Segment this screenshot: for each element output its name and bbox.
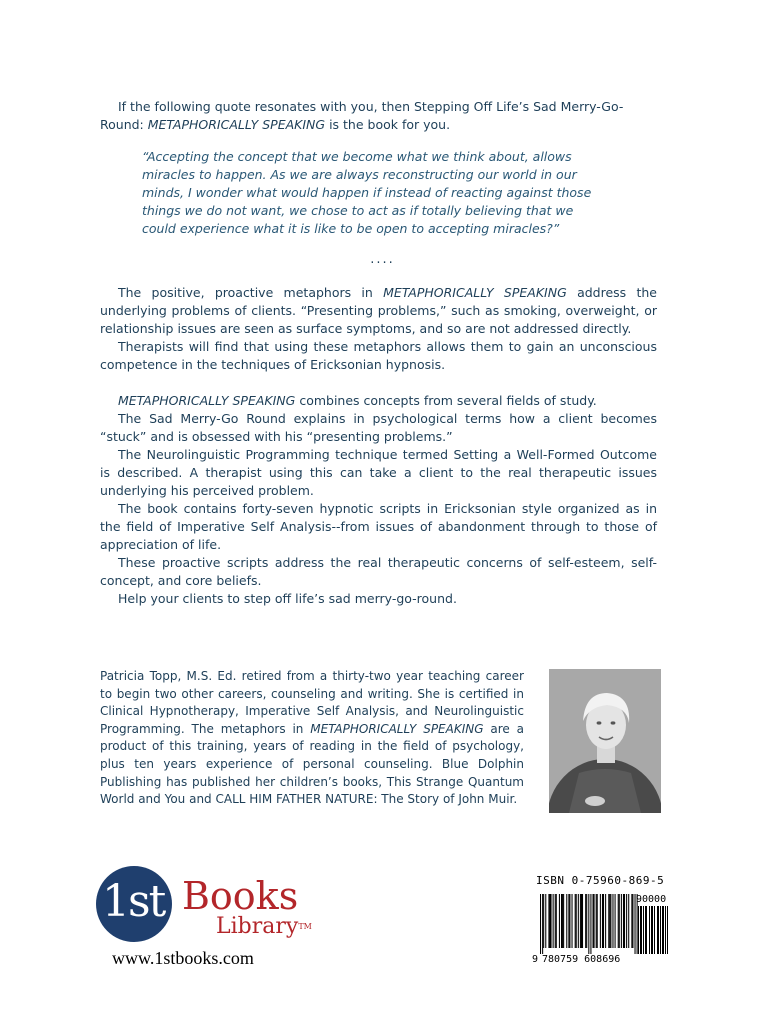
logo-library: [216, 914, 312, 940]
barcode-bar: [581, 894, 582, 948]
p1-text-a: The positive, proactive metaphors in: [118, 285, 384, 300]
p3-text: combines concepts from several fields of study.: [295, 393, 597, 408]
barcode-bar: [590, 894, 591, 954]
barcode-addon-bar: [649, 906, 650, 954]
barcode-bar: [585, 894, 586, 948]
section-separator: ....: [370, 252, 395, 267]
barcode-bar: [548, 894, 549, 948]
barcode-bar: [566, 894, 567, 948]
barcode-bar: [605, 894, 606, 948]
description-paragraph: The Sad Merry-Go Round explains in psychological terms how a client becomes “stuck” and is obsessed with his “presenting problems.”: [100, 411, 657, 444]
barcode-bar: [626, 894, 627, 948]
quote-line: things we do not want, we chose to act as if totally believing that we: [142, 203, 574, 218]
book-description: [100, 284, 657, 608]
barcode-bar: [561, 894, 562, 948]
barcode-bar: [542, 894, 543, 954]
barcode-bar: [563, 894, 564, 948]
p1-book-title: METAPHORICALLY SPEAKING: [383, 285, 567, 300]
description-paragraph: These proactive scripts address the real therapeutic concerns of self-esteem, self-concept, and core beliefs.: [100, 555, 657, 588]
barcode-bar: [631, 894, 632, 948]
description-paragraph: Help your clients to step off life’s sad merry-go-round.: [118, 591, 457, 606]
barcode-bar: [632, 894, 633, 948]
logo-books: Books: [182, 874, 299, 918]
quote-line: “Accepting the concept that we become what we think about, allows: [142, 149, 572, 164]
barcode-lead-digit: 9: [532, 954, 539, 964]
logo-library-text: Library: [216, 914, 299, 939]
barcode-bar: [594, 894, 595, 948]
author-bio-text-b: are a product of this training, years of reading in the field of psychology, plus ten years experience of personal counseling. Blue Dolphin Publishing has published her children’s books, This Strange Quantum World and You and CALL HIM FATHER NATURE: The Story of John Muir.: [100, 721, 524, 807]
barcode-addon-bar: [651, 906, 652, 954]
barcode-bar: [603, 894, 604, 948]
barcode-bar: [559, 894, 560, 948]
p3-book-title: METAPHORICALLY SPEAKING: [118, 393, 296, 408]
description-paragraph: The book contains forty-seven hypnotic scripts in Ericksonian style organized as in the field of Imperative Self Analysis--from issues of abandonment through to those of appreciation of life.: [100, 501, 657, 552]
quote-line: minds, I wonder what would happen if instead of reacting against those: [142, 185, 592, 200]
barcode-bar: [593, 894, 594, 948]
author-bio-text-a: Patricia Topp, M.S. Ed. retired from a thirty-two year teaching career to begin two other careers, counseling and writing. She is certified in Clinical Hypnotherapy, Imperative Self Analysis, and Neurolinguistic Programming. The metaphors in: [100, 669, 524, 736]
barcode-bar: [588, 894, 589, 954]
barcode-addon-bar: [658, 906, 659, 954]
barcode-addon-bar: [640, 906, 641, 954]
barcode-bar: [600, 894, 601, 948]
barcode-bar: [621, 894, 622, 948]
barcode-bar: [597, 894, 598, 948]
barcode-bar: [551, 894, 552, 948]
barcode-bar: [602, 894, 603, 948]
p1-text-b: address the underlying problems of clients. “Presenting problems,” such as smoking, overweight, or relationship issues are seen as surface symptoms, and so are not addressed directly.: [100, 285, 657, 336]
description-paragraph: Therapists will find that using these metaphors allows them to gain an unconscious competence in the techniques of Ericksonian hypnosis.: [100, 339, 657, 372]
barcode-bar: [612, 894, 613, 948]
barcode-bar: [609, 894, 610, 948]
barcode-bar: [596, 894, 597, 948]
price-code: 90000: [636, 894, 667, 905]
barcode-bar: [610, 894, 611, 948]
barcode-bar: [624, 894, 625, 948]
barcode-bars-addon: [638, 906, 668, 954]
intro-line2-start: Round:: [100, 117, 148, 132]
barcode-bar: [615, 894, 616, 948]
intro-line1: If the following quote resonates with you, then Stepping Off Life’s Sad Merry-Go-: [118, 99, 624, 114]
barcode-addon-bar: [654, 906, 655, 954]
barcode-addon-bar: [657, 906, 658, 954]
author-bio-book-title: METAPHORICALLY SPEAKING: [310, 721, 484, 736]
author-bio: [100, 668, 524, 809]
barcode-bar: [572, 894, 573, 948]
barcode-bar: [575, 894, 576, 948]
barcode-bar: [555, 894, 556, 948]
isbn-barcode: [532, 874, 670, 964]
barcode-icon: [532, 890, 670, 964]
barcode-bar: [618, 894, 619, 948]
barcode-addon-bar: [641, 906, 642, 954]
isbn-number: ISBN 0-75960-869-5: [536, 874, 665, 887]
publisher-website: www.1stbooks.com: [112, 948, 254, 968]
barcode-addon-bar: [652, 906, 653, 954]
barcode-bar: [562, 894, 563, 948]
barcode-bar: [582, 894, 583, 948]
barcode-addon-bar: [643, 906, 644, 954]
barcode-bar: [540, 894, 541, 954]
barcode-addon-bar: [660, 906, 661, 954]
featured-quote: [142, 148, 632, 238]
logo-1st: 1st: [102, 876, 165, 927]
quote-line: could experience what it is like to be open to accepting miracles?”: [142, 221, 560, 236]
barcode-bars-main: [540, 894, 638, 954]
barcode-addon-bar: [667, 906, 668, 954]
author-photo: [549, 669, 661, 813]
barcode-bar: [619, 894, 620, 948]
barcode-addon-bar: [645, 906, 646, 954]
barcode-bar: [586, 894, 587, 948]
barcode-bar: [608, 894, 609, 948]
intro-paragraph: [100, 98, 660, 134]
intro-book-title: METAPHORICALLY SPEAKING: [147, 117, 326, 132]
barcode-bar: [556, 894, 557, 948]
barcode-digits: 780759 608696: [542, 954, 621, 964]
barcode-bar: [545, 894, 546, 948]
description-paragraph: The Neurolinguistic Programming technique termed Setting a Well-Formed Outcome is described. A therapist using this can take a client to the real therapeutic issues underlying his perceived problem.: [100, 447, 657, 498]
description-paragraph: [100, 284, 657, 338]
barcode-bar: [543, 894, 544, 948]
barcode-addon-bar: [638, 906, 639, 954]
logo-trademark: TM: [298, 922, 312, 931]
description-paragraph: [100, 392, 657, 410]
quote-line: miracles to happen. As we are always reconstructing our world in our: [142, 167, 577, 182]
author-portrait-icon: [549, 669, 661, 813]
barcode-bar: [553, 894, 554, 948]
barcode-addon-bar: [665, 906, 666, 954]
barcode-bar: [578, 894, 579, 948]
intro-line2-end: is the book for you.: [325, 117, 451, 132]
barcode-bar: [580, 894, 581, 948]
barcode-addon-bar: [663, 906, 664, 954]
barcode-bar: [568, 894, 569, 948]
barcode-bar: [628, 894, 629, 948]
barcode-bar: [569, 894, 570, 948]
barcode-addon-bar: [646, 906, 647, 954]
barcode-bar: [623, 894, 624, 948]
barcode-bar: [549, 894, 550, 948]
barcode-addon-bar: [662, 906, 663, 954]
barcode-bar: [576, 894, 577, 948]
